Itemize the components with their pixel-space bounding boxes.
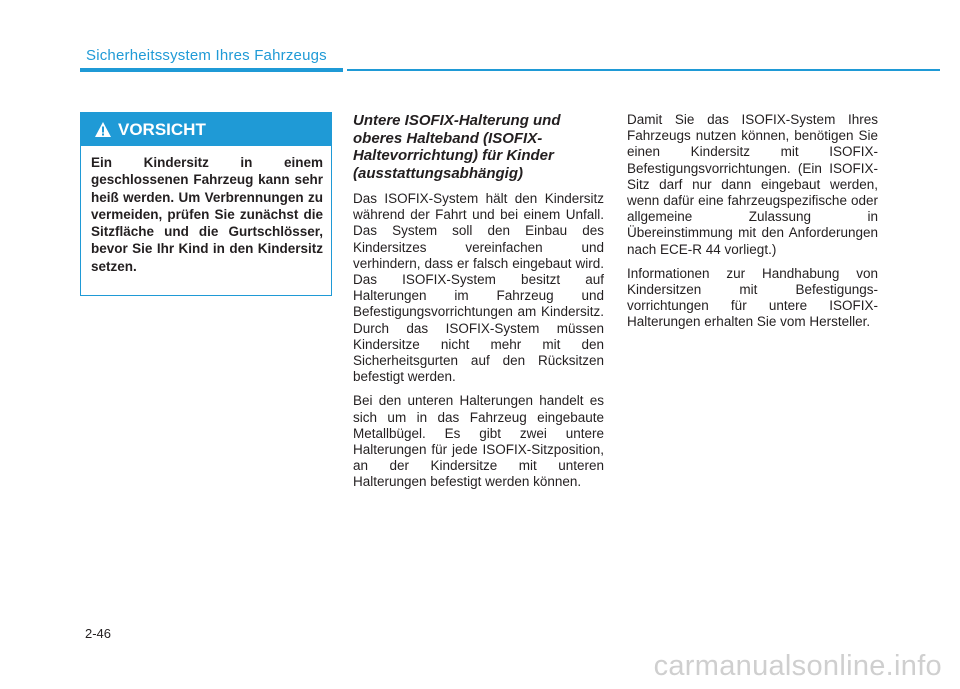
paragraph: Informationen zur Handhabung von Kindersitzen mit Befestigungs-vorrichtungen für untere ISOFIX-Halterungen erhalten Sie vom Hersteller. (627, 265, 878, 330)
warning-triangle-icon (95, 122, 111, 137)
section-title: Sicherheitssystem Ihres Fahrzeugs (86, 47, 327, 64)
caution-header (81, 113, 331, 146)
paragraph: Bei den unteren Halterungen handelt es sich um in das Fahrzeug eingebaute Metallbügel. Es gibt zwei untere Halterungen für jede ISOFIX-Sitzposition, an der Kindersitze mit unteren Halterungen befestigt werden können. (353, 393, 604, 490)
watermark: carmanualsonline.info (653, 650, 942, 682)
middle-column (353, 112, 604, 499)
caution-text: Ein Kindersitz in einem geschlossenen Fahrzeug kann sehr heiß werden. Um Verbrennungen zu vermeiden, prüfen Sie zunächst die Sitzfläche und die Gurtschlösser, bevor Sie Ihr Kind in den Kindersitz setzen. (91, 155, 323, 274)
header-rule-thick (80, 68, 343, 72)
caution-label: VORSICHT (118, 119, 206, 139)
header-rule-thin (347, 69, 940, 71)
caution-box (80, 112, 332, 296)
paragraph: Damit Sie das ISOFIX-System Ihres Fahrzeugs nutzen können, benötigen Sie einen Kindersitz mit ISOFIX-Befestigungsvorrichtungen. (Ein ISOFIX-Sitz darf nur dann eingebaut werden, wenn dafür eine fahrzeugspezifische oder allgemeine Zulassung in Übereinstimmung mit den Anforderungen nach ECE-R 44 vorliegt.) (627, 112, 878, 257)
isofix-subheading: Untere ISOFIX-Halterung und oberes Halteband (ISOFIX-Haltevorrichtung) für Kinder (ausstattungsabhängig) (353, 112, 561, 182)
right-column (627, 112, 878, 339)
page-number: 2-46 (85, 626, 112, 641)
paragraph: Das ISOFIX-System hält den Kindersitz während der Fahrt und bei einem Unfall. Das System soll den Einbau des Kindersitzes vereinfachen und verhindern, dass er falsch eingebaut wird. Das ISOFIX-System besitzt auf Halterungen im Fahrzeug und Befestigungsvorrichtungen am Kindersitz. Durch das ISOFIX-System müssen Kindersitze nicht mehr mit den Sicherheitsgurten auf den Rücksitzen befestigt werden. (353, 191, 604, 385)
